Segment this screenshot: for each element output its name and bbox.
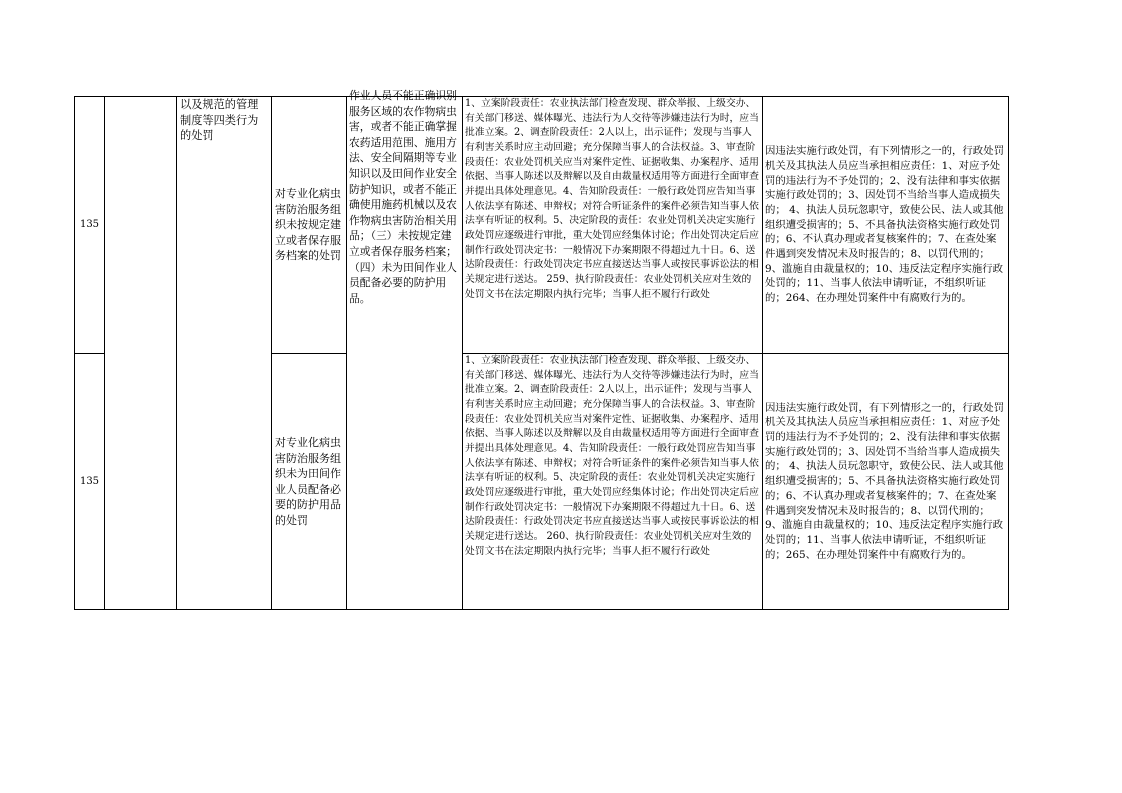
liability-text: 因违法实施行政处罚，有下列情形之一的，行政处罚机关及其执法人员应当承担相应责任：1、对应予处罚的违法行为不予处罚的；2、没有法律和事实依据实施行政处罚的；3、因处罚不当给当事人造成损失的； 4、执法人员玩忽职守，致使公民、法人或其他组织遭受损害的；5、不具备执法资格实施行政处罚的；6、不认真办理或者复核案件的；7、在查处案件遇到突发情况未及时报告的；8、以罚代刑的；9、滥施自由裁量权的；10、违反法定程序实施行政处罚的；11、当事人依法申请听证，不组织听证的；265、在办理处罚案件中有腐败行为的。	[765, 401, 1004, 561]
penalty-item-text: 对专业化病虫害防治服务组织未按规定建立或者保存服务档案的处罚	[275, 187, 341, 263]
blank-column-cell	[105, 97, 177, 610]
penalty-item-cell	[272, 97, 347, 354]
responsibility-cell	[463, 354, 763, 610]
condition-cell	[347, 89, 463, 610]
liability-cell	[763, 97, 1009, 354]
responsibility-cell	[463, 97, 763, 354]
penalty-table	[74, 89, 1009, 610]
table-row	[75, 97, 1009, 354]
penalty-category-cell	[177, 97, 272, 610]
row-number: 135	[75, 354, 105, 610]
responsibility-text: 1、立案阶段责任：农业执法部门检查发现、群众举报、上级交办、有关部门移送、媒体曝光、违法行为人交待等涉嫌违法行为时，应当批准立案。2、调查阶段责任：2人以上，出示证件；发现与当事人有利害关系时应主动回避；充分保障当事人的合法权益。3、审查阶段责任：农业处罚机关应当对案件定性、证据收集、办案程序、适用依据、当事人陈述以及辩解以及自由裁量权适用等方面进行全面审查并提出具体处理意见。4、告知阶段责任：一般行政处罚应告知当事人依法享有陈述、申辩权；对符合听证条件的案件必须告知当事人依法享有听证的权利。5、决定阶段的责任：农业处罚机关决定实施行政处罚应逐级进行审批，重大处罚应经集体讨论；作出处罚决定后应制作行政处罚决定书：一般情况下办案期限不得超过九十日。6、送达阶段责任：行政处罚决定书应直接送达当事人或按民事诉讼法的相关规定进行送达。 259、执行阶段责任：农业处罚机关应对生效的处罚文书在法定期限内执行完毕；当事人拒不履行行政处	[465, 98, 759, 300]
penalty-item-cell	[272, 354, 347, 610]
liability-cell	[763, 354, 1009, 610]
liability-text: 因违法实施行政处罚，有下列情形之一的，行政处罚机关及其执法人员应当承担相应责任：1、对应予处罚的违法行为不予处罚的；2、没有法律和事实依据实施行政处罚的；3、因处罚不当给当事人造成损失的； 4、执法人员玩忽职守，致使公民、法人或其他组织遭受损害的；5、不具备执法资格实施行政处罚的；6、不认真办理或者复核案件的；7、在查处案件遇到突发情况未及时报告的；8、以罚代刑的；9、滥施自由裁量权的；10、违反法定程序实施行政处罚的；11、当事人依法申请听证，不组织听证的；264、在办理处罚案件中有腐败行为的。	[765, 145, 1004, 305]
penalty-item-text: 对专业化病虫害防治服务组织未为田间作业人员配备必要的防护用品的处罚	[275, 436, 341, 527]
penalty-category-text: 以及规范的管理制度等四类行为的处罚	[180, 98, 259, 142]
condition-text: 作业人员不能正确识别服务区域的农作物病虫害，或者不能正确掌握农药适用范围、施用方法、安全间隔期等专业知识以及田间作业安全防护知识，或者不能正确使用施药机械以及农作物病虫害防治相关用品；（三）未按规定建立或者保存服务档案；（四）未为田间作业人员配备必要的防护用品。	[349, 89, 457, 305]
responsibility-text: 1、立案阶段责任：农业执法部门检查发现、群众举报、上级交办、有关部门移送、媒体曝光、违法行为人交待等涉嫌违法行为时，应当批准立案。2、调查阶段责任：2人以上，出示证件；发现与当事人有利害关系时应主动回避；充分保障当事人的合法权益。3、审查阶段责任：农业处罚机关应当对案件定性、证据收集、办案程序、适用依据、当事人陈述以及辩解以及自由裁量权适用等方面进行全面审查并提出具体处理意见。4、告知阶段责任：一般行政处罚应告知当事人依法享有陈述、申辩权；对符合听证条件的案件必须告知当事人依法享有听证的权利。5、决定阶段的责任：农业处罚机关决定实施行政处罚应逐级进行审批，重大处罚应经集体讨论；作出处罚决定后应制作行政处罚决定书：一般情况下办案期限不得超过九十日。6、送达阶段责任：行政处罚决定书应直接送达当事人或按民事诉讼法的相关规定进行送达。 260、执行阶段责任：农业处罚机关应对生效的处罚文书在法定期限内执行完毕；当事人拒不履行行政处	[465, 355, 759, 557]
row-number: 135	[75, 97, 105, 354]
